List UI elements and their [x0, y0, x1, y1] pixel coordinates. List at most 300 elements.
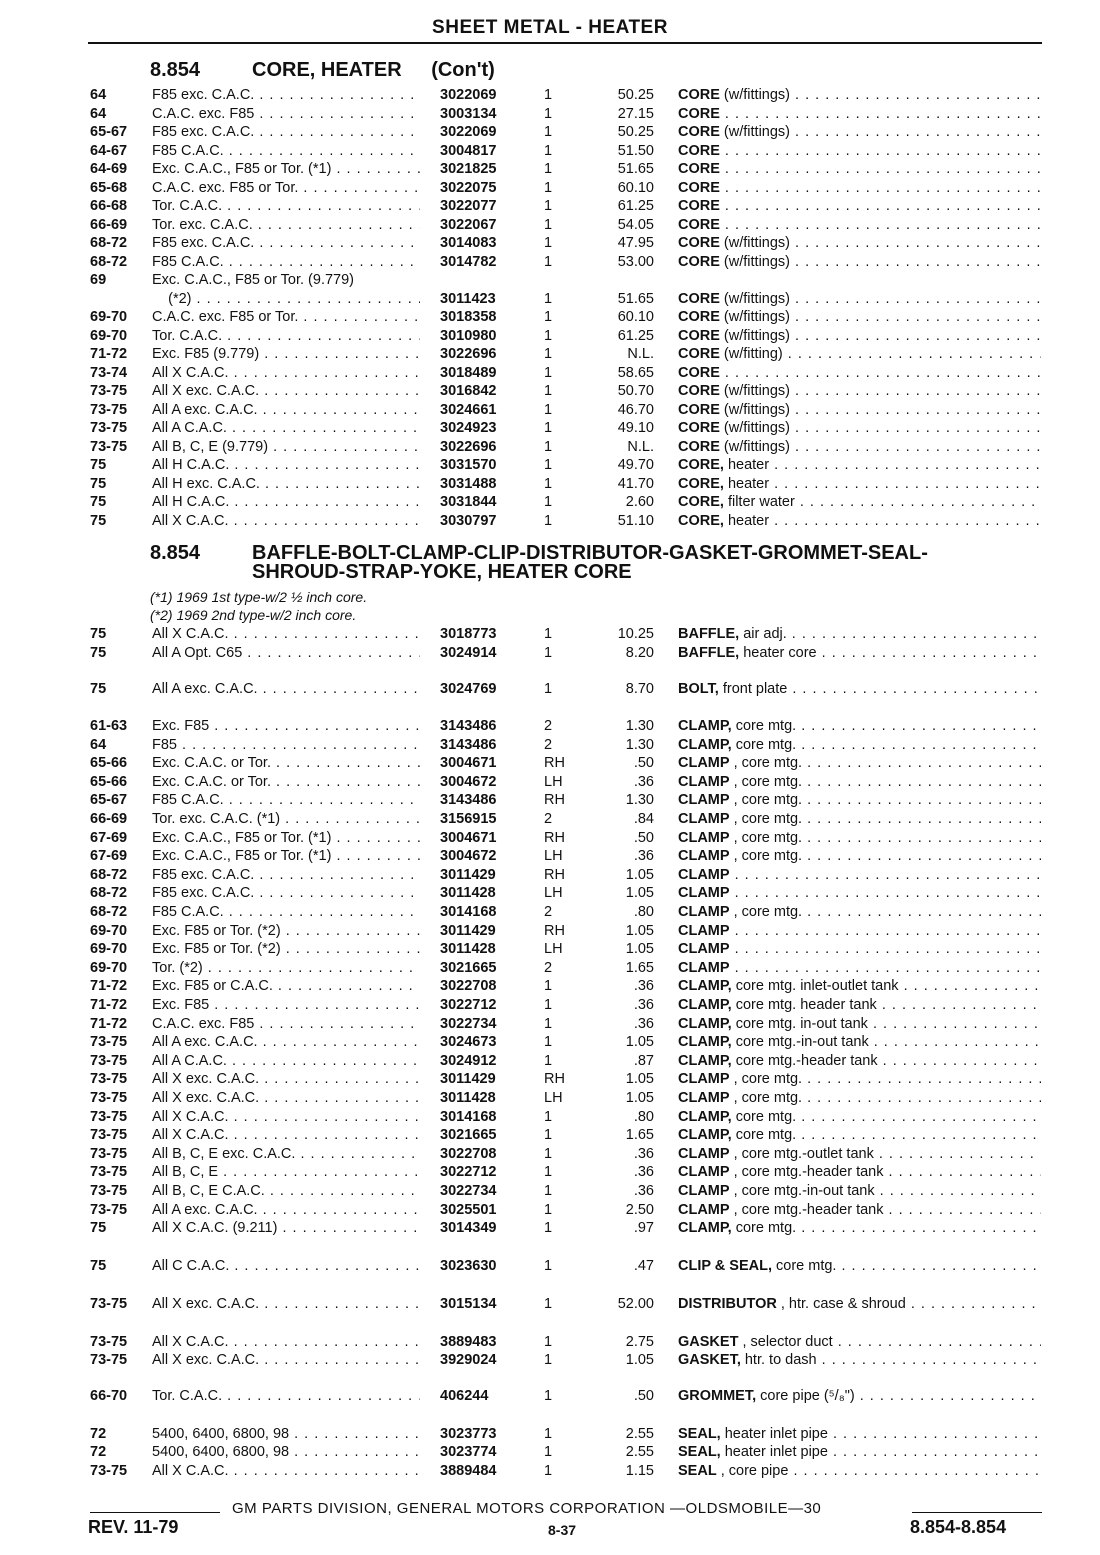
part-number-cell: 3014083 — [440, 235, 497, 251]
application-cell: Exc. C.A.C. or Tor. . . . — [152, 754, 420, 772]
section2-title-line2: SHROUD-STRAP-YOKE, HEATER CORE — [252, 561, 632, 583]
price-cell: 51.65 — [617, 290, 654, 307]
quantity-cell: 1 — [544, 1334, 553, 1350]
quantity-cell: RH — [544, 866, 565, 883]
part-name: CLAMP, — [678, 1034, 732, 1051]
part-detail: , core mtg. — [729, 829, 803, 846]
quantity-cell: 1 — [544, 1108, 553, 1125]
table-row — [0, 1015, 1100, 1033]
part-detail: (w/fitting) — [719, 346, 783, 362]
price-cell: 2.55 — [625, 1444, 654, 1460]
year-cell: 73-75 — [90, 420, 128, 436]
part-detail: (w/fittings) — [719, 420, 790, 436]
table-row — [0, 179, 1100, 197]
year-cell: 69-70 — [90, 922, 128, 939]
part-number-cell: 3030797 — [440, 512, 497, 529]
section1-title — [252, 61, 1052, 80]
year-cell: 68-72 — [90, 885, 128, 902]
part-number-cell: 3004672 — [440, 773, 497, 790]
application-cell: F85 C.A.C. . . . — [152, 791, 420, 809]
price-cell: .36 — [633, 1183, 654, 1199]
table-row — [0, 977, 1100, 995]
section2-number: 8.854 — [150, 542, 201, 564]
year-cell: 65-67 — [90, 124, 128, 140]
part-name: CORE — [678, 161, 720, 177]
application-cell: Exc. F85 or Tor. (*2) . . . — [152, 940, 420, 958]
part-name: CLAMP, — [678, 997, 732, 1013]
part-name-cell — [678, 977, 1041, 995]
part-name-cell — [678, 1070, 1041, 1088]
application-cell: F85 exc. C.A.C. . . . — [152, 234, 420, 252]
quantity-cell: 1 — [544, 1388, 553, 1404]
part-name: CORE — [678, 124, 720, 140]
quantity-cell: RH — [544, 1071, 565, 1088]
part-detail: , core mtg.-header tank — [729, 1164, 884, 1181]
part-name-cell — [678, 401, 1041, 419]
part-name: CLIP & SEAL, — [678, 1258, 772, 1274]
part-detail: , core mtg. — [729, 904, 803, 920]
part-name: BOLT, — [678, 681, 719, 697]
part-name-cell — [678, 884, 1041, 902]
year-cell: 73-75 — [90, 1201, 128, 1218]
part-name-cell — [678, 142, 1041, 160]
price-cell: 60.10 — [617, 309, 654, 325]
part-detail: heater inlet pipe — [720, 1444, 828, 1460]
table-row — [0, 1182, 1100, 1200]
price-cell: 1.65 — [625, 1127, 654, 1144]
year-cell: 68-72 — [90, 866, 128, 883]
year-cell: 73-75 — [90, 1352, 128, 1368]
quantity-cell: 1 — [544, 1444, 553, 1460]
quantity-cell: 1 — [544, 142, 553, 159]
price-cell: 1.65 — [625, 959, 654, 976]
year-cell: 75 — [90, 475, 107, 492]
part-name: CLAMP — [678, 811, 730, 827]
price-cell: 1.30 — [625, 718, 654, 734]
year-cell: 73-75 — [90, 1145, 128, 1162]
price-cell: 51.65 — [617, 161, 654, 177]
part-number-cell: 3022712 — [440, 1164, 497, 1181]
price-cell: .36 — [633, 978, 654, 995]
part-name-cell — [678, 680, 1041, 698]
title-rule — [88, 42, 1042, 44]
table-row — [0, 717, 1100, 735]
price-cell: 1.05 — [625, 866, 654, 883]
part-detail: , core mtg. — [729, 811, 803, 827]
part-name-cell — [678, 791, 1041, 809]
price-cell: N.L. — [627, 438, 654, 455]
year-cell: 67-69 — [90, 848, 128, 865]
application-cell: F85 C.A.C. . . . — [152, 142, 420, 160]
part-name: CLAMP, — [678, 1220, 732, 1237]
application-cell: All B, C, E . . . — [152, 1163, 420, 1181]
quantity-cell: 1 — [544, 512, 553, 529]
part-name-cell — [678, 419, 1041, 437]
part-name: CORE — [678, 87, 720, 103]
part-detail: (w/fittings) — [719, 401, 790, 418]
footer-rule-left — [90, 1512, 220, 1513]
quantity-cell: 1 — [544, 626, 553, 642]
part-number-cell: 3021665 — [440, 959, 497, 976]
part-name-cell — [678, 475, 1041, 493]
quantity-cell: 2 — [544, 904, 553, 920]
part-name-cell — [678, 959, 1041, 977]
part-detail: filter water — [723, 494, 795, 510]
part-name: CLAMP, — [678, 1015, 732, 1032]
part-number-cell: 3014168 — [440, 904, 497, 920]
year-cell: 73-75 — [90, 1127, 128, 1144]
part-number-cell: 3011428 — [440, 1090, 496, 1106]
year-cell: 73-74 — [90, 364, 128, 381]
application-cell: Exc. C.A.C., F85 or Tor. (9.779) — [152, 272, 355, 288]
quantity-cell: 1 — [544, 235, 553, 251]
price-cell: 50.25 — [617, 87, 654, 103]
footnote-2: (*2) 1969 2nd type-w/2 inch core. — [150, 607, 357, 623]
year-cell: 75 — [90, 1258, 107, 1274]
part-number-cell: 3011428 — [440, 885, 496, 902]
part-name-cell — [678, 86, 1041, 104]
part-name: CLAMP, — [678, 736, 732, 753]
application-cell: All A exc. C.A.C. . . . — [152, 1201, 420, 1219]
year-cell: 69 — [90, 272, 107, 288]
year-cell: 73-75 — [90, 401, 128, 418]
year-cell: 75 — [90, 512, 107, 529]
application-cell: All X C.A.C. . . . — [152, 1108, 420, 1126]
part-name: CLAMP — [678, 755, 730, 772]
price-cell: 2.60 — [625, 494, 654, 510]
part-name-cell — [678, 364, 1041, 382]
application-cell: C.A.C. exc. F85 . . . — [152, 105, 420, 123]
part-name-cell — [678, 179, 1041, 197]
price-cell: 50.25 — [617, 124, 654, 140]
price-cell: 1.05 — [625, 1071, 654, 1088]
application-cell: All A Opt. C65 . . . — [152, 644, 420, 662]
part-detail: heater — [723, 475, 770, 492]
part-detail: (w/fittings) — [719, 124, 790, 140]
part-name: CLAMP — [678, 922, 730, 939]
part-name-cell — [678, 253, 1041, 271]
table-row — [0, 308, 1100, 326]
part-number-cell: 3156915 — [440, 811, 497, 827]
year-cell: 71-72 — [90, 1015, 128, 1032]
part-number-cell: 3010980 — [440, 327, 497, 344]
part-detail: core mtg. — [731, 1108, 797, 1125]
price-cell: 49.10 — [617, 420, 654, 436]
part-name-cell — [678, 1145, 1041, 1163]
part-detail: , htr. case & shroud — [776, 1296, 906, 1312]
application-cell: All H C.A.C. . . . — [152, 456, 420, 474]
year-cell: 61-63 — [90, 718, 128, 734]
part-number-cell: 3015134 — [440, 1296, 497, 1312]
part-number-cell: 3031844 — [440, 494, 497, 510]
part-number-cell: 3022734 — [440, 1015, 497, 1032]
table-row — [0, 382, 1100, 400]
footer-rule-right — [912, 1512, 1042, 1513]
quantity-cell: 1 — [544, 346, 553, 362]
part-name-cell — [678, 1163, 1041, 1181]
footer-org: GM PARTS DIVISION, GENERAL MOTORS CORPORATION —OLDSMOBILE—30 — [232, 1500, 822, 1517]
quantity-cell: 2 — [544, 718, 553, 734]
part-detail: (w/fittings) — [719, 383, 790, 399]
part-detail: core pipe (⁵/₈") — [756, 1388, 855, 1404]
part-detail: heater core — [739, 645, 817, 661]
year-cell: 65-66 — [90, 755, 128, 772]
part-name: GROMMET, — [678, 1388, 757, 1404]
table-row — [0, 940, 1100, 958]
price-cell: .50 — [633, 1388, 654, 1404]
part-name-cell — [678, 1201, 1041, 1219]
part-name-cell — [678, 1052, 1041, 1070]
price-cell: .36 — [633, 1164, 654, 1181]
quantity-cell: 1 — [544, 1352, 553, 1368]
quantity-cell: 2 — [544, 811, 553, 827]
table-row — [0, 680, 1100, 698]
price-cell: 1.15 — [625, 1463, 654, 1479]
part-name: CLAMP — [678, 1145, 730, 1162]
application-cell: All A C.A.C. . . . — [152, 1052, 420, 1070]
price-cell: 1.30 — [625, 792, 654, 809]
quantity-cell: RH — [544, 792, 565, 809]
part-number-cell: 3022696 — [440, 438, 497, 455]
part-name-cell — [678, 234, 1041, 252]
application-cell: Exc. F85 . . . — [152, 717, 420, 735]
application-cell: All B, C, E (9.779) . . . — [152, 438, 420, 456]
quantity-cell: 1 — [544, 87, 553, 103]
application-cell: All X C.A.C. . . . — [152, 1126, 420, 1144]
quantity-cell: 1 — [544, 1183, 553, 1199]
quantity-cell: LH — [544, 941, 563, 958]
table-row — [0, 1108, 1100, 1126]
part-detail: core mtg. — [772, 1258, 837, 1274]
part-name: CORE, — [678, 494, 724, 510]
part-name: DISTRIBUTOR — [678, 1296, 777, 1312]
part-name: CLAMP — [678, 866, 730, 883]
price-cell: .47 — [633, 1258, 654, 1274]
part-name-cell — [678, 829, 1041, 847]
application-cell: All X C.A.C. . . . — [152, 625, 420, 643]
application-cell: Exc. F85 or C.A.C. . . . — [152, 977, 420, 995]
year-cell: 69-70 — [90, 309, 128, 325]
table-row — [0, 142, 1100, 160]
part-number-cell: 3031570 — [440, 457, 497, 473]
table-row — [0, 1070, 1100, 1088]
price-cell: 46.70 — [617, 401, 654, 418]
part-name: CORE — [678, 216, 720, 233]
table-row — [0, 1033, 1100, 1051]
page-number: 8-37 — [548, 1522, 577, 1538]
year-cell: 65-66 — [90, 773, 128, 790]
part-name-cell — [678, 438, 1041, 456]
application-cell: 5400, 6400, 6800, 98 . . . — [152, 1443, 420, 1461]
part-number-cell: 3024673 — [440, 1034, 497, 1051]
section1-cont: (Con't) — [431, 59, 495, 81]
part-name-cell — [678, 1425, 1041, 1443]
part-name-cell — [678, 922, 1041, 940]
part-detail: front plate — [718, 681, 788, 697]
application-cell: All X exc. C.A.C. . . . — [152, 1070, 420, 1088]
part-number-cell: 3011429 — [440, 1071, 496, 1088]
application-cell: (*2) . . . — [152, 290, 420, 308]
price-cell: 2.50 — [625, 1201, 654, 1218]
part-number-cell: 3018773 — [440, 626, 497, 642]
part-name: CLAMP — [678, 941, 730, 958]
part-detail: (w/fittings) — [719, 235, 790, 251]
part-name: CLAMP — [678, 829, 730, 846]
part-name: CORE — [678, 179, 720, 196]
quantity-cell: 1 — [544, 401, 553, 418]
part-detail: core mtg. — [731, 718, 797, 734]
application-cell: Tor. exc. C.A.C. . . . — [152, 216, 420, 234]
part-name: CORE, — [678, 512, 724, 529]
page-title: SHEET METAL - HEATER — [432, 17, 668, 38]
table-row — [0, 903, 1100, 921]
section2-title-line1: BAFFLE-BOLT-CLAMP-CLIP-DISTRIBUTOR-GASKET-GROMMET-SEAL- — [252, 542, 928, 564]
table-row — [0, 959, 1100, 977]
part-name-cell — [678, 1333, 1041, 1351]
quantity-cell: 1 — [544, 997, 553, 1013]
year-cell: 71-72 — [90, 997, 128, 1013]
part-name: CLAMP — [678, 848, 730, 865]
table-row — [0, 847, 1100, 865]
price-cell: 60.10 — [617, 179, 654, 196]
quantity-cell: 1 — [544, 161, 553, 177]
part-name-cell — [678, 1387, 1041, 1405]
part-number-cell: 3024769 — [440, 681, 497, 697]
price-cell: .97 — [633, 1220, 654, 1237]
part-detail: , core mtg.-header tank — [729, 1201, 884, 1218]
price-cell: 1.05 — [625, 922, 654, 939]
quantity-cell: 1 — [544, 1034, 553, 1051]
table-row — [0, 234, 1100, 252]
year-cell: 75 — [90, 494, 107, 510]
section1-title-text: CORE, HEATER — [252, 59, 402, 81]
year-cell: 69-70 — [90, 959, 128, 976]
quantity-cell: 1 — [544, 1015, 553, 1032]
table-row — [0, 736, 1100, 754]
part-name-cell — [678, 1089, 1041, 1107]
price-cell: .80 — [633, 1108, 654, 1125]
part-name-cell — [678, 644, 1041, 662]
table-row — [0, 345, 1100, 363]
part-name: BAFFLE, — [678, 626, 740, 642]
part-detail: , core mtg.-in-out tank — [729, 1183, 875, 1199]
table-row — [0, 160, 1100, 178]
table-row — [0, 884, 1100, 902]
table-row — [0, 419, 1100, 437]
table-row — [0, 1201, 1100, 1219]
quantity-cell: 1 — [544, 681, 553, 697]
application-cell: Exc. F85 (9.779) . . . — [152, 345, 420, 363]
application-cell: F85 exc. C.A.C. . . . — [152, 86, 420, 104]
year-cell: 75 — [90, 645, 107, 661]
part-detail: heater — [723, 457, 770, 473]
part-name-cell — [678, 866, 1041, 884]
quantity-cell: 1 — [544, 179, 553, 196]
quantity-cell: 1 — [544, 1463, 553, 1479]
part-detail: core mtg. — [731, 1127, 797, 1144]
part-number-cell: 3022075 — [440, 179, 497, 196]
part-name: CORE — [678, 327, 720, 344]
part-detail: , core mtg. — [729, 848, 803, 865]
table-row — [0, 401, 1100, 419]
year-cell: 65-68 — [90, 179, 128, 196]
part-number-cell: 3889484 — [440, 1463, 497, 1479]
part-name: CLAMP, — [678, 978, 732, 995]
year-cell: 68-72 — [90, 235, 128, 251]
application-cell: F85 exc. C.A.C. . . . — [152, 866, 420, 884]
part-number-cell: 3024661 — [440, 401, 497, 418]
table-row — [0, 791, 1100, 809]
application-cell: All C C.A.C. . . . — [152, 1257, 420, 1275]
part-name: GASKET — [678, 1334, 739, 1350]
quantity-cell: 1 — [544, 645, 553, 661]
part-detail: core mtg. — [731, 736, 797, 753]
quantity-cell: 1 — [544, 457, 553, 473]
year-cell: 73-75 — [90, 1052, 128, 1069]
price-cell: 27.15 — [617, 105, 654, 122]
year-cell: 66-68 — [90, 198, 128, 214]
part-number-cell: 3022712 — [440, 997, 497, 1013]
part-number-cell: 3031488 — [440, 475, 497, 492]
part-number-cell: 3004672 — [440, 848, 497, 865]
application-cell: All X exc. C.A.C. . . . — [152, 382, 420, 400]
application-cell: All X C.A.C. . . . — [152, 1333, 420, 1351]
year-cell: 68-72 — [90, 904, 128, 920]
price-cell: 53.00 — [617, 253, 654, 270]
part-name: CLAMP, — [678, 1127, 732, 1144]
price-cell: 61.25 — [617, 198, 654, 214]
year-cell: 73-75 — [90, 1108, 128, 1125]
quantity-cell: 1 — [544, 1164, 553, 1181]
table-row — [0, 1163, 1100, 1181]
application-cell: Tor. exc. C.A.C. (*1) . . . — [152, 810, 420, 828]
part-name-cell — [678, 1219, 1041, 1237]
part-number-cell: 3023773 — [440, 1426, 497, 1442]
year-cell: 69-70 — [90, 327, 128, 344]
application-cell: All A exc. C.A.C. . . . — [152, 401, 420, 419]
price-cell: 51.50 — [617, 142, 654, 159]
part-number-cell: 3014168 — [440, 1108, 497, 1125]
application-cell: All A exc. C.A.C. . . . — [152, 1033, 420, 1051]
table-row — [0, 644, 1100, 662]
year-cell: 73-75 — [90, 1090, 128, 1106]
table-row — [0, 105, 1100, 123]
part-detail: , core pipe — [716, 1463, 789, 1479]
year-cell: 73-75 — [90, 438, 128, 455]
part-detail: , selector duct — [738, 1334, 833, 1350]
part-name-cell — [678, 903, 1041, 921]
table-row — [0, 1052, 1100, 1070]
table-row — [0, 1462, 1100, 1480]
table-row — [0, 271, 1100, 289]
year-cell: 73-75 — [90, 1296, 128, 1312]
price-cell: 1.30 — [625, 736, 654, 753]
table-row — [0, 866, 1100, 884]
table-row — [0, 1257, 1100, 1275]
application-cell: Exc. F85 or Tor. (*2) . . . — [152, 922, 420, 940]
year-cell: 73-75 — [90, 1071, 128, 1088]
part-detail: , core mtg. — [729, 773, 803, 790]
quantity-cell: 1 — [544, 1145, 553, 1162]
application-cell: F85 C.A.C. . . . — [152, 253, 420, 271]
price-cell: 49.70 — [617, 457, 654, 473]
table-row — [0, 123, 1100, 141]
part-name-cell — [678, 754, 1041, 772]
application-cell: All X C.A.C. . . . — [152, 364, 420, 382]
price-cell: .84 — [633, 811, 654, 827]
part-number-cell: 3018489 — [440, 364, 497, 381]
part-number-cell: 3143486 — [440, 718, 497, 734]
